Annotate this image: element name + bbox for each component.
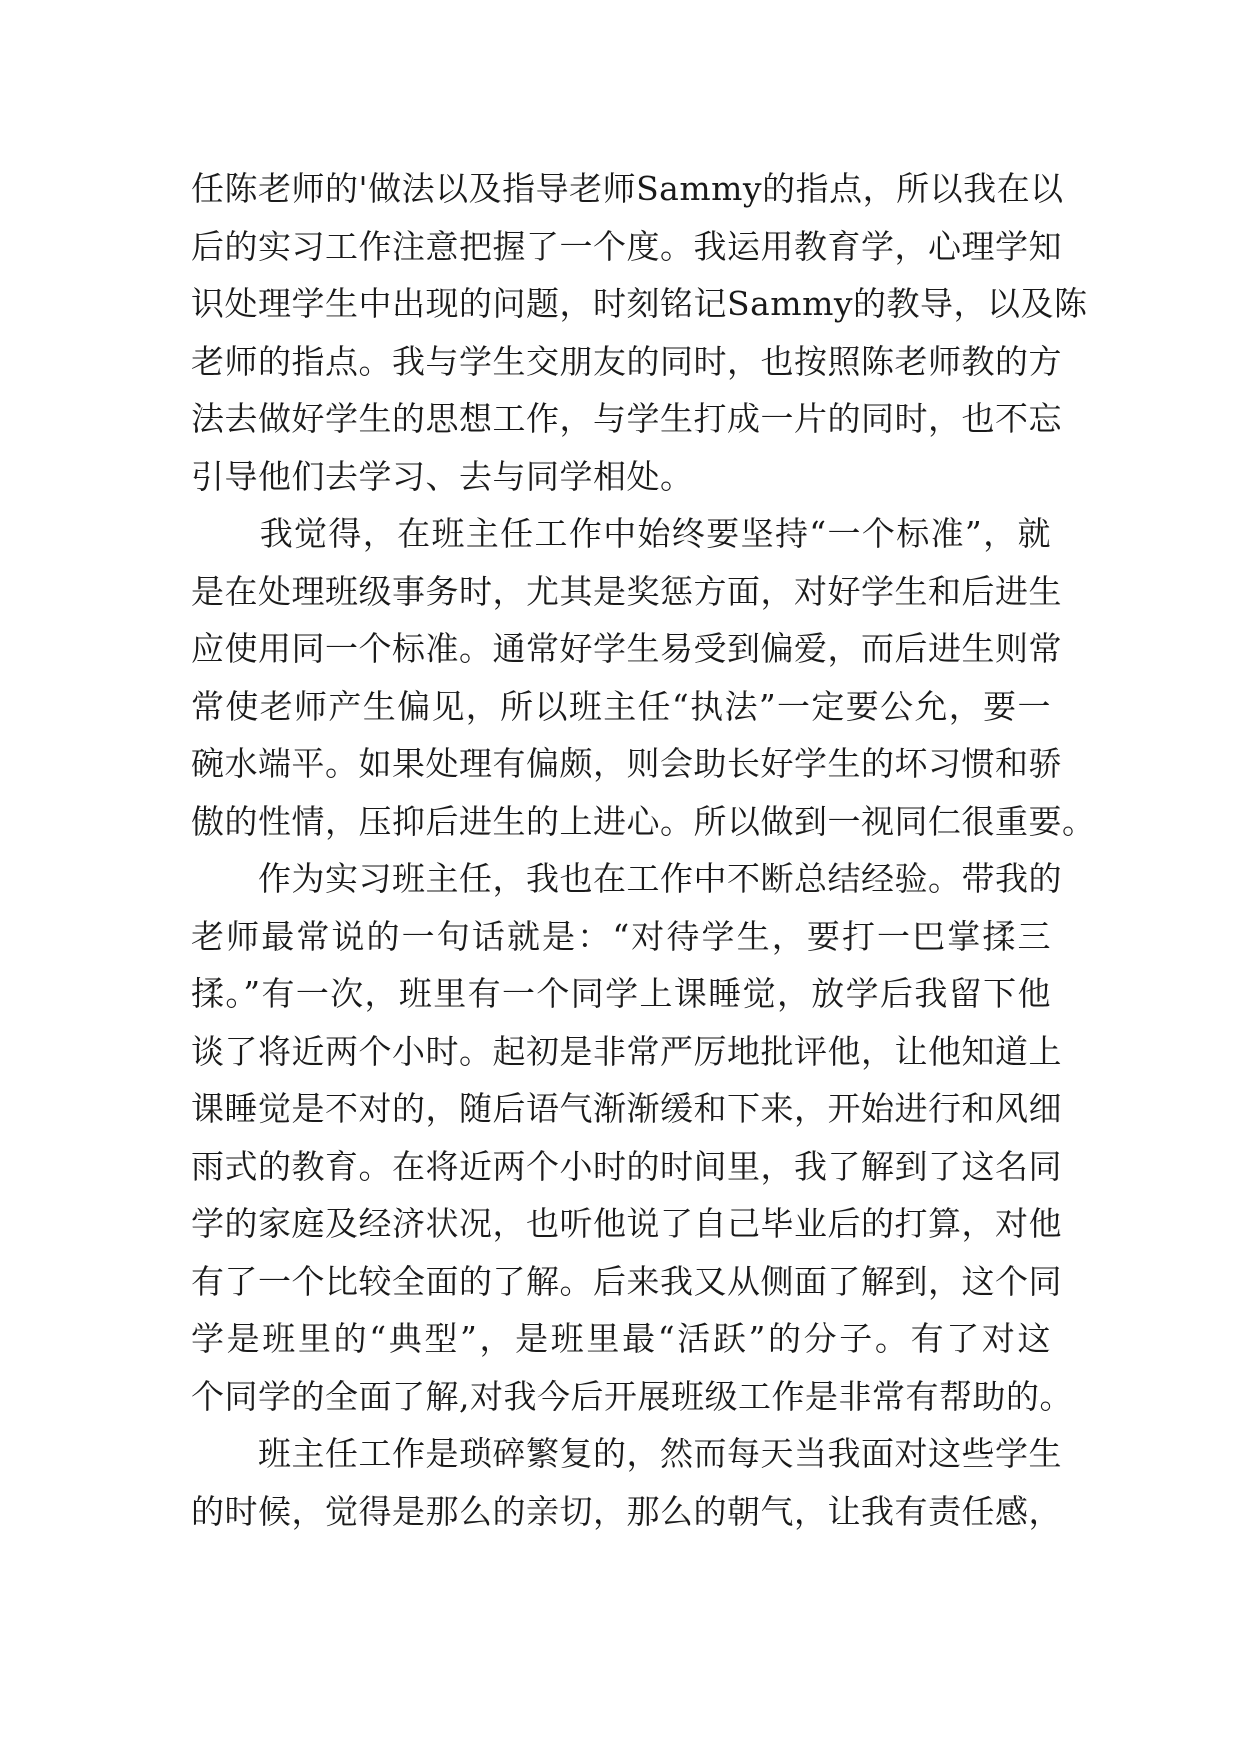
text-line: 谈了将近两个小时。起初是非常严厉地批评他，让他知道上 — [191, 1031, 1062, 1071]
text-line: 作为实习班主任，我也在工作中不断总结经验。带我的 — [191, 859, 1062, 898]
text-line: 个同学的全面了解,对我今后开展班级工作是非常有帮助的。 — [191, 1376, 1073, 1416]
text-line: 班主任工作是琐碎繁复的，然而每天当我面对这些学生 — [191, 1434, 1062, 1473]
text-line: 常使老师产生偏见，所以班主任“执法”一定要公允，要一 — [191, 686, 1051, 726]
text-line: 法去做好学生的思想工作，与学生打成一片的同时，也不忘 — [191, 399, 1062, 438]
text-line: 傲的性情，压抑后进生的上进心。所以做到一视同仁很重要。 — [191, 801, 1096, 841]
text-line: 是在处理班级事务时，尤其是奖惩方面，对好学生和后进生 — [191, 571, 1062, 611]
text-line: 有了一个比较全面的了解。后来我又从侧面了解到，这个同 — [191, 1261, 1062, 1301]
text-line: 碗水端平。如果处理有偏颇，则会助长好学生的坏习惯和骄 — [191, 744, 1062, 783]
text-line: 老师的指点。我与学生交朋友的同时，也按照陈老师教的方 — [191, 341, 1062, 381]
text-line: 雨式的教育。在将近两个小时的时间里，我了解到了这名同 — [191, 1146, 1062, 1186]
text-line: 揉。”有一次，班里有一个同学上课睡觉，放学后我留下他 — [191, 974, 1051, 1013]
text-line: 的时候，觉得是那么的亲切，那么的朝气，让我有责任感， — [191, 1491, 1062, 1531]
text-line: 学是班里的“典型”，是班里最“活跃”的分子。有了对这 — [191, 1319, 1051, 1358]
text-line: 我觉得，在班主任工作中始终要坚持“一个标准”，就 — [191, 514, 1051, 553]
text-line: 学的家庭及经济状况，也听他说了自己毕业后的打算，对他 — [191, 1204, 1062, 1243]
text-line: 应使用同一个标准。通常好学生易受到偏爱，而后进生则常 — [191, 629, 1062, 668]
body-text — [191, 160, 1096, 1540]
text-line: 任陈老师的'做法以及指导老师Sammy的指点，所以我在以 — [191, 169, 1064, 208]
text-line: 引导他们去学习、去与同学相处。 — [191, 456, 694, 496]
text-line: 后的实习工作注意把握了一个度。我运用教育学，心理学知 — [191, 226, 1062, 266]
text-line: 老师最常说的一句话就是：“对待学生，要打一巴掌揉三 — [191, 916, 1051, 956]
text-line: 课睡觉是不对的，随后语气渐渐缓和下来，开始进行和风细 — [191, 1089, 1062, 1128]
text-line: 识处理学生中出现的问题，时刻铭记Sammy的教导，以及陈 — [191, 284, 1088, 323]
